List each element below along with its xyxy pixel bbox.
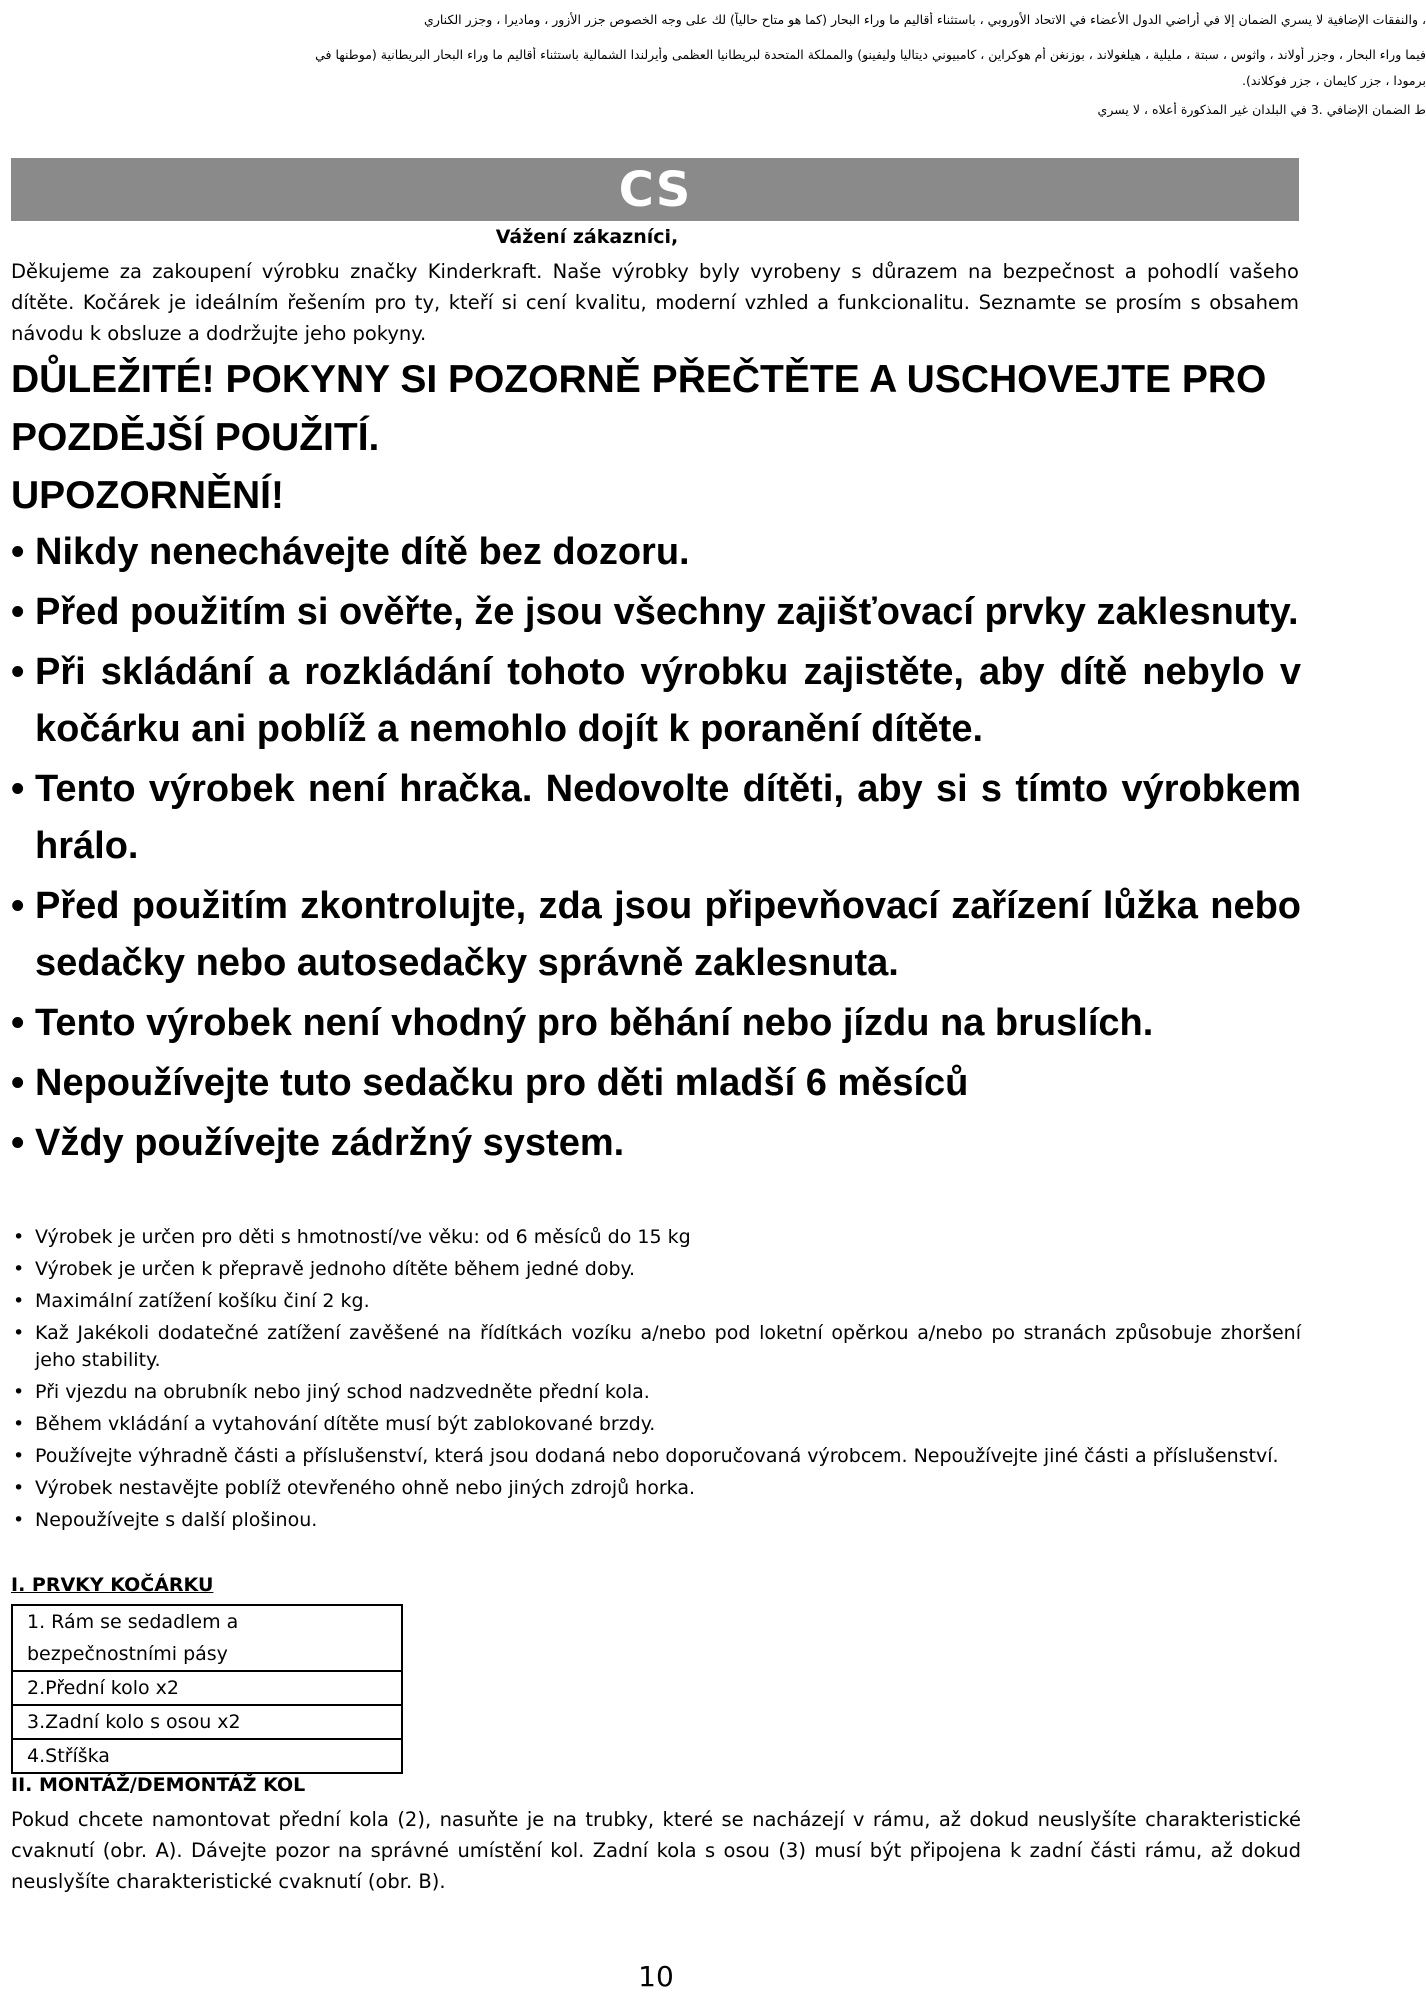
important-notice: DŮLEŽITÉ! POKYNY SI POZORNĚ PŘEČTĚTE A USCHOVEJTE PRO POZDĚJŠÍ POUŽITÍ. [11, 358, 1267, 459]
warning-text: Vždy používejte zádržný system. [35, 1122, 625, 1164]
warning-list [11, 524, 1301, 1175]
note-text: Používejte výhradně části a příslušenství, která jsou dodaná nebo doporučovaná výrobcem. Nepoužívejte jiné části a příslušenství. [35, 1445, 1279, 1467]
note-item [11, 1379, 1301, 1406]
bullet-icon: • [13, 1226, 25, 1248]
parts-table [11, 1604, 403, 1774]
table-row [12, 1739, 402, 1773]
table-cell: 4.Stříška [12, 1739, 402, 1773]
note-item [11, 1507, 1301, 1534]
warning-item [11, 878, 1301, 992]
note-item [11, 1443, 1301, 1470]
bullet-icon: • [11, 591, 25, 633]
table-cell: 3.Zadní kolo s osou x2 [12, 1705, 402, 1739]
greeting: Vážení zákazníci, [495, 226, 679, 248]
table-row [12, 1671, 402, 1705]
arabic-warranty-line-1: ، والنفقات الإضافية لا يسري الضمان إلا في أراضي الدول الأعضاء في الاتحاد الأوروبي ، باستثناء أقاليم ما وراء البحار (كما هو متاح حالياً) لك على وجه الخصوص جزر الأزور ، وماديرا ، وجزر الكناري [424, 12, 1426, 27]
warning-title: UPOZORNĚNÍ! [11, 474, 284, 517]
bullet-icon: • [13, 1477, 25, 1499]
bullet-icon: • [11, 651, 25, 693]
bullet-icon: • [11, 1002, 25, 1044]
notes-list [11, 1224, 1301, 1539]
warning-item [11, 995, 1301, 1052]
arabic-warranty-line-2: فيما وراء البحار ، وجزر أولاند ، واثوس ، سبتة ، مليلية ، هيلغولاند ، بوزنغن أم هوكراين ، كامبيوني ديتاليا وليفينو) والمملكة المتحدة لبريطانيا العظمى وأيرلندا الشمالية باستثناء أقاليم ما وراء البحار البريطانية (موطنها في [315, 47, 1426, 62]
bullet-icon: • [11, 1062, 25, 1104]
bullet-icon: • [13, 1381, 25, 1403]
table-row [12, 1705, 402, 1739]
bullet-icon: • [13, 1509, 25, 1531]
warning-item [11, 1115, 1301, 1172]
bullet-icon: • [11, 768, 25, 810]
note-text: Kaž Jakékoli dodatečné zatížení zavěšené na řídítkách vozíku a/nebo pod loketní opěrkou a/nebo po stranách způsobuje zhoršení jeho stability. [35, 1322, 1301, 1371]
arabic-warranty-line-3: برمودا ، جزر كايمان ، جزر فوكلاند). [1242, 73, 1426, 88]
warning-text: Nikdy nenechávejte dítě bez dozoru. [35, 531, 690, 573]
mount-paragraph: Pokud chcete namontovat přední kola (2), nasuňte je na trubky, které se nacházejí v rámu, až dokud neuslyšíte charakteristické cvaknutí (obr. A). Dávejte pozor na správné umístění kol. Zadní kola s osou (3) musí být připojena k zadní části rámu, až dokud neuslyšíte charakteristické cvaknutí (obr. B). [11, 1808, 1301, 1893]
bullet-icon: • [13, 1290, 25, 1312]
bullet-icon: • [13, 1413, 25, 1435]
warning-item [11, 584, 1301, 641]
note-text: Výrobek je určen k přepravě jednoho dítěte během jedné doby. [35, 1258, 636, 1280]
bullet-icon: • [11, 531, 25, 573]
warning-text: Tento výrobek není hračka. Nedovolte dítěti, aby si s tímto výrobkem hrálo. [35, 768, 1301, 867]
warning-text: Tento výrobek není vhodný pro běhání nebo jízdu na bruslích. [35, 1002, 1154, 1044]
note-item [11, 1256, 1301, 1283]
note-text: Nepoužívejte s další plošinou. [35, 1509, 318, 1531]
note-item [11, 1224, 1301, 1251]
note-text: Během vkládání a vytahování dítěte musí být zablokované brzdy. [35, 1413, 656, 1435]
warning-item [11, 644, 1301, 758]
section-title-wheels: II. MONTÁŽ/DEMONTÁŽ KOL [11, 1774, 306, 1796]
warning-item [11, 761, 1301, 875]
warning-item [11, 1055, 1301, 1112]
warning-text: Před použitím si ověřte, že jsou všechny zajišťovací prvky zaklesnuty. [35, 591, 1299, 633]
bullet-icon: • [11, 885, 25, 927]
warning-text: Nepoužívejte tuto sedačku pro děti mladší 6 měsíců [35, 1062, 969, 1104]
note-item [11, 1320, 1301, 1374]
language-banner: CS [11, 158, 1299, 221]
bullet-icon: • [13, 1322, 25, 1344]
warning-text: Před použitím zkontrolujte, zda jsou připevňovací zařízení lůžka nebo sedačky nebo autosedačky správně zaklesnuta. [35, 885, 1301, 984]
warning-heading [11, 351, 1311, 525]
bullet-icon: • [11, 1122, 25, 1164]
table-cell: 1. Rám se sedadlem a bezpečnostními pásy [12, 1605, 402, 1671]
bullet-icon: • [13, 1445, 25, 1467]
table-row [12, 1605, 402, 1671]
note-text: Maximální zatížení košíku činí 2 kg. [35, 1290, 370, 1312]
note-text: Při vjezdu na obrubník nebo jiný schod nadzvedněte přední kola. [35, 1381, 650, 1403]
page-number: 10 [638, 1960, 674, 1993]
warning-item [11, 524, 1301, 581]
note-item [11, 1411, 1301, 1438]
arabic-warranty-line-4: ط الضمان الإضافي .3 في البلدان غير المذكورة أعلاه ، لا يسري [1097, 102, 1426, 117]
bullet-icon: • [13, 1258, 25, 1280]
note-item [11, 1475, 1301, 1502]
note-text: Výrobek je určen pro děti s hmotností/ve věku: od 6 měsíců do 15 kg [35, 1226, 691, 1248]
note-item [11, 1288, 1301, 1315]
note-text: Výrobek nestavějte poblíž otevřeného ohně nebo jiných zdrojů horka. [35, 1477, 696, 1499]
warning-text: Při skládání a rozkládání tohoto výrobku zajistěte, aby dítě nebylo v kočárku ani poblíž a nemohlo dojít k poranění dítěte. [35, 651, 1301, 750]
section-title-parts: I. PRVKY KOČÁRKU [11, 1574, 214, 1596]
table-cell: 2.Přední kolo x2 [12, 1671, 402, 1705]
intro-paragraph: Děkujeme za zakoupení výrobku značky Kinderkraft. Naše výrobky byly vyrobeny s důrazem na bezpečnost a pohodlí vašeho dítěte. Kočárek je ideálním řešením pro ty, kteří si cení kvalitu, moderní vzhled a funkcionalitu. Seznamte se prosím s obsahem návodu k obsluze a dodržujte jeho pokyny. [11, 260, 1299, 345]
